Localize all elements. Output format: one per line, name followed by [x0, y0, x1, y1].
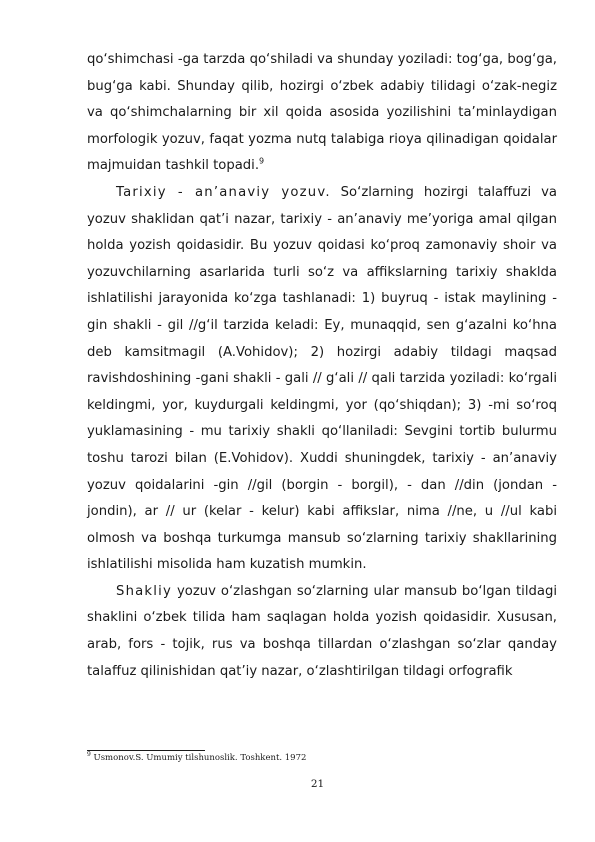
paragraph-text: qo‘shimchasi -ga tarzda qo‘shiladi va shunday yoziladi: tog‘ga, bog‘ga, bug‘ga kabi. Shunday qilib, hozirgi o‘zbek adabiy tilidagi o‘zak-negiz va qo‘shimchalarning bir xil qoida asosida yozilishini ta’minlaydigan morfologik yozuv, faqat yozma nutq talabiga rioya qilinadigan qoidalar majmuidan tashkil topadi.	[87, 52, 557, 174]
term-heading: Shakliy	[116, 583, 172, 599]
footnote	[87, 753, 557, 763]
paragraph-morphological-writing	[87, 47, 557, 180]
page-body	[87, 47, 557, 685]
footnote-number: 9	[87, 751, 91, 759]
paragraph-text: yozuv o‘zlashgan so‘zlarning ular mansub bo‘lgan tildagi shaklini o‘zbek tilida ham saqlagan holda yozish qoidasidir. Xususan, arab, fors - tojik, rus va boshqa tillardan o‘zlashgan so‘zlar qanday talaffuz qilinishidan qat’iy nazar, o‘zlashtirilgan tildagi orfografik	[87, 583, 557, 679]
footnote-text: Usmonov.S. Umumiy tilshunoslik. Toshkent. 1972	[90, 753, 307, 763]
footnote-divider	[87, 750, 205, 751]
paragraph-historical-writing	[87, 180, 557, 579]
paragraph-text: So‘zlarning hozirgi talaffuzi va yozuv shaklidan qat’i nazar, tarixiy - an’anaviy me’yoriga amal qilgan holda yozish qoidasidir. Bu yozuv qoidasi ko‘proq zamonaviy shoir va yozuvchilarning asarlarida turli so‘z va affikslarning tarixiy shaklda ishlatilishi jarayonida ko‘zga tashlanadi: 1) buyruq - istak maylining -gin shakli - gil //g‘il tarzida keladi: Ey, munaqqid, sen g‘azalni ko‘hna deb kamsitmagil (A.Vohidov); 2) hozirgi adabiy tildagi maqsad ravishdoshining -gani shakli - gali // g‘ali // qali tarzida yoziladi: ko‘rgali keldingmi, yor, kuydurgali keldingmi, yor (qo‘shiqdan); 3) -mi so‘roq yuklamasining - mu tarixiy shakli qo‘llaniladi: Sevgini tortib bulurmu toshu tarozi bilan (E.Vohidov). Xuddi shuningdek, tarixiy - an’anaviy yozuv qoidalarini -gin //gil (borgin - borgil), - dan //din (jondan - jondin), ar // ur (kelar - kelur) kabi affikslar, nima //ne, u //ul kabi olmosh va boshqa turkumga mansub so‘zlarning tarixiy shakllarining ishlatilishi misolida ham kuzatish mumkin.	[87, 184, 557, 573]
footnote-reference: 9	[259, 156, 265, 166]
page-number: 21	[310, 778, 325, 790]
term-heading: Tarixiy - an’anaviy yozuv.	[116, 184, 331, 200]
paragraph-formal-writing	[87, 579, 557, 685]
